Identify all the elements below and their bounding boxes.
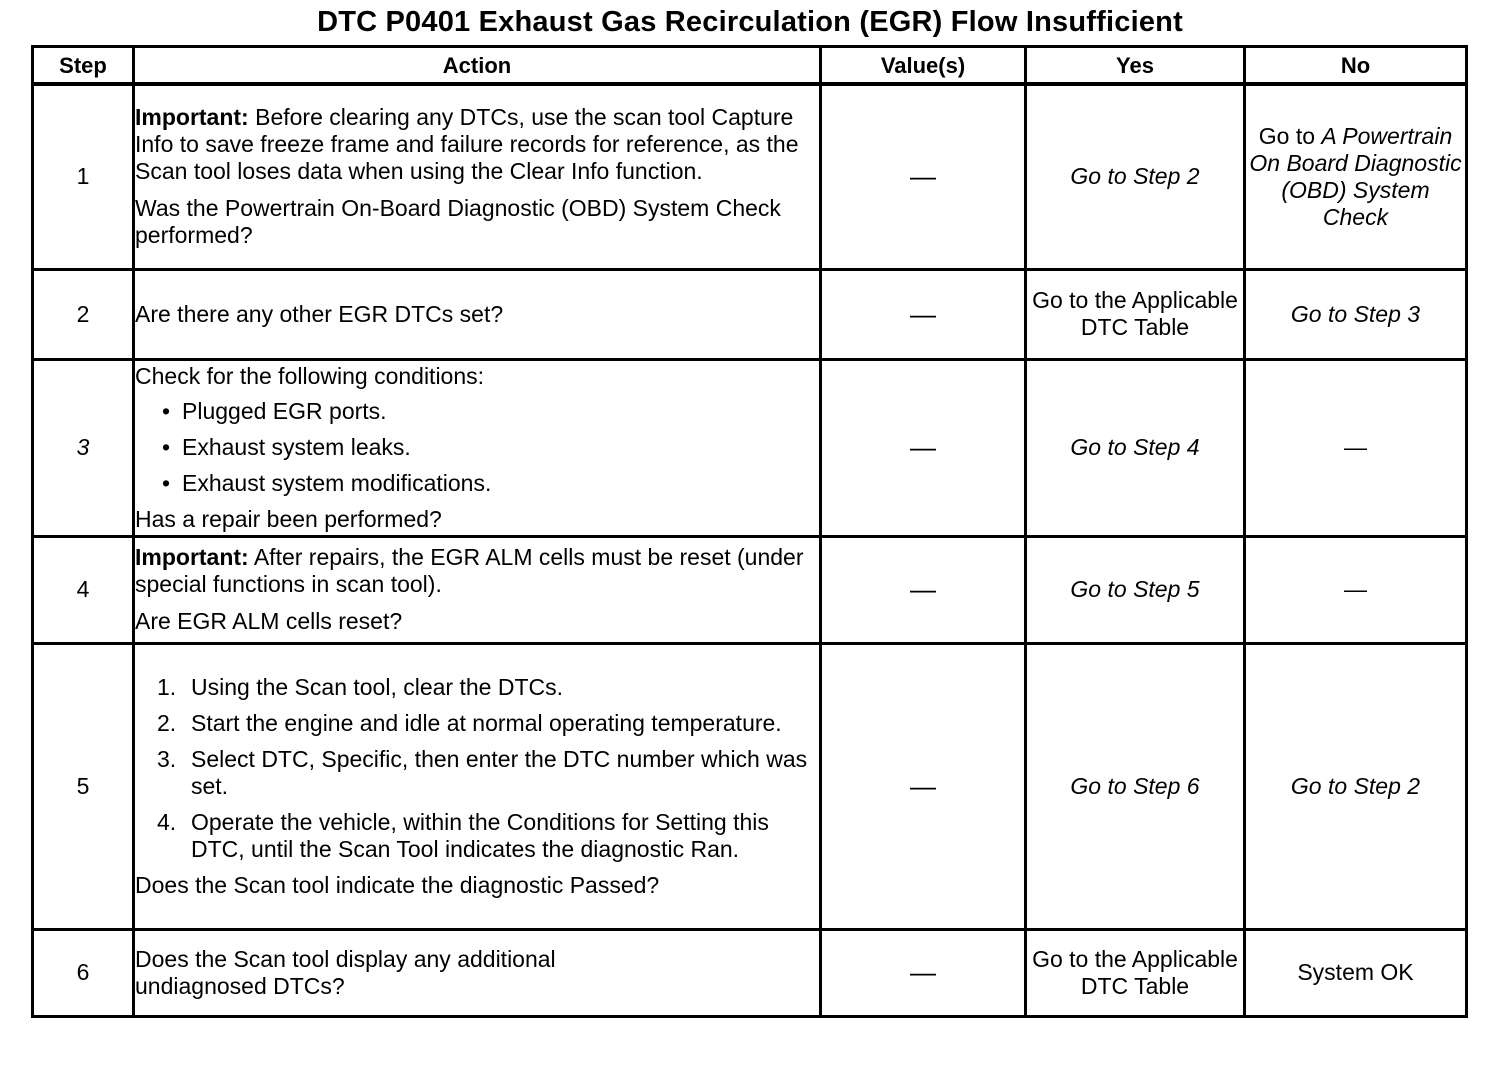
table-row — [33, 84, 1467, 269]
no-cell: — — [1245, 536, 1467, 643]
header-yes: Yes — [1026, 47, 1245, 85]
important-label: Important: — [135, 544, 249, 570]
action-question: Has a repair been performed? — [135, 505, 442, 532]
important-note — [135, 544, 819, 598]
no-prefix: Go to — [1258, 122, 1322, 149]
list-item: 2. Start the engine and idle at normal operating temperature. — [157, 709, 782, 736]
header-step: Step — [33, 47, 134, 85]
yes-link[interactable]: Go to Step 2 — [1070, 163, 1200, 190]
value-cell: — — [821, 359, 1026, 536]
action-cell — [134, 84, 821, 269]
action-question: Was the Powertrain On-Board Diagnostic (OBD) System Check performed? — [135, 195, 781, 249]
action-question: Are EGR ALM cells reset? — [135, 608, 403, 634]
action-cell — [134, 536, 821, 643]
step-number: 2 — [33, 269, 134, 359]
yes-link[interactable]: Go to Step 5 — [1070, 576, 1200, 602]
important-label: Important: — [135, 104, 249, 131]
table-row — [33, 359, 1467, 536]
list-item: 1. Using the Scan tool, clear the DTCs. — [157, 673, 563, 700]
list-item: 3. Select DTC, Specific, then enter the DTC number which was set. — [157, 745, 808, 799]
yes-cell — [1026, 84, 1245, 269]
no-link[interactable]: Go to Step 2 — [1290, 772, 1421, 799]
action-intro: Check for the following conditions: — [135, 362, 485, 389]
step-number: 3 — [33, 359, 134, 536]
value-cell: — — [821, 643, 1026, 929]
list-item: • Exhaust system modifications. — [182, 470, 819, 497]
step-number: 1 — [33, 84, 134, 269]
yes-link[interactable]: Go to Step 6 — [1070, 772, 1200, 799]
table-row — [33, 269, 1467, 359]
procedure-list — [135, 674, 819, 863]
action-cell — [134, 643, 821, 929]
yes-cell — [1026, 929, 1245, 1016]
no-link[interactable]: A Powertrain On Board Diagnostic (OBD) System Check — [1249, 122, 1462, 230]
yes-cell — [1026, 269, 1245, 359]
action-question: Does the Scan tool indicate the diagnostic Passed? — [135, 871, 660, 898]
no-link[interactable]: Go to Step 3 — [1290, 300, 1421, 327]
value-cell: — — [821, 84, 1026, 269]
action-cell — [134, 929, 821, 1016]
no-cell — [1245, 643, 1467, 929]
list-item: • Plugged EGR ports. — [182, 398, 819, 425]
yes-link[interactable]: Go to the Applicable DTC Table — [1032, 945, 1238, 999]
yes-cell — [1026, 359, 1245, 536]
no-cell — [1245, 84, 1467, 269]
table-row — [33, 536, 1467, 643]
header-values: Value(s) — [821, 47, 1026, 85]
list-item: • Exhaust system leaks. — [182, 434, 819, 461]
value-cell: — — [821, 269, 1026, 359]
no-cell — [1245, 269, 1467, 359]
no-cell: — — [1245, 359, 1467, 536]
table-row — [33, 643, 1467, 929]
no-cell: System OK — [1245, 929, 1467, 1016]
step-number: 5 — [33, 643, 134, 929]
action-question: Are there any other EGR DTCs set? — [135, 300, 504, 327]
table-header-row — [33, 47, 1467, 85]
yes-cell — [1026, 643, 1245, 929]
action-cell — [134, 269, 821, 359]
important-text: Before clearing any DTCs, use the scan tool Capture Info to save freeze frame and failure records for reference, as the Scan tool loses data when using the Clear Info function. — [135, 104, 799, 185]
condition-list — [135, 398, 819, 497]
list-item: 4. Operate the vehicle, within the Conditions for Setting this DTC, until the Scan Tool indicates the diagnostic Ran. — [157, 808, 769, 862]
value-cell: — — [821, 929, 1026, 1016]
value-cell: — — [821, 536, 1026, 643]
important-note — [135, 104, 819, 185]
header-action: Action — [134, 47, 821, 85]
yes-cell — [1026, 536, 1245, 643]
yes-link[interactable]: Go to Step 4 — [1070, 434, 1200, 460]
step-number: 6 — [33, 929, 134, 1016]
important-text: After repairs, the EGR ALM cells must be reset (under special functions in scan tool). — [135, 544, 804, 597]
diagnostic-table — [31, 45, 1468, 1018]
table-row — [33, 929, 1467, 1016]
page-title: DTC P0401 Exhaust Gas Recirculation (EGR) Flow Insufficient — [317, 6, 1183, 38]
header-no: No — [1245, 47, 1467, 85]
step-number: 4 — [33, 536, 134, 643]
action-question: Does the Scan tool display any additional undiagnosed DTCs? — [135, 945, 556, 999]
action-cell — [134, 359, 821, 536]
yes-link[interactable]: Go to the Applicable DTC Table — [1032, 287, 1238, 340]
